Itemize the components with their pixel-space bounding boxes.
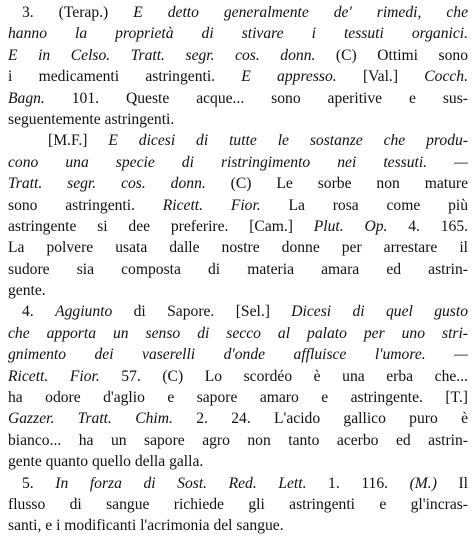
text-line xyxy=(8,451,468,472)
italic-run: E detto generalmente de' rimedi, che xyxy=(133,4,468,21)
text-line xyxy=(8,45,468,66)
text-line xyxy=(8,408,468,429)
text-line xyxy=(8,515,468,536)
italic-run: In forza di Sost. Red. Lett. xyxy=(55,474,307,492)
roman-run: 5. xyxy=(22,474,56,492)
text-line xyxy=(8,280,468,301)
italic-run: Ricett. Fior. xyxy=(162,196,261,214)
roman-run: i medicamenti astringenti. xyxy=(8,68,242,86)
roman-run: 4. xyxy=(22,303,56,321)
text-line xyxy=(8,130,468,151)
text-line xyxy=(8,23,468,44)
text-line xyxy=(8,430,468,451)
text-line xyxy=(8,366,468,387)
text-line xyxy=(8,494,468,515)
roman-run: flusso di sangue richiede gli astringenti e gl'incras- xyxy=(8,495,468,513)
roman-run: La rosa come più xyxy=(260,196,468,214)
roman-run: 101. Queste acque... sono aperitive e sus- xyxy=(44,89,468,107)
text-line xyxy=(8,301,468,322)
text-line xyxy=(8,216,468,237)
italic-run: Tratt. segr. cos. donn. xyxy=(8,175,206,193)
text-line xyxy=(8,473,468,494)
roman-run: 3. (Terap.) xyxy=(22,4,134,21)
roman-run: santi, e i modificanti l'acrimonia del sangue. xyxy=(8,517,284,535)
roman-run: 4. 165. xyxy=(387,217,469,235)
roman-run: sono astringenti. xyxy=(8,196,163,214)
roman-run: 57. (C) Lo scordéo è una erba che... xyxy=(99,367,468,385)
text-line xyxy=(8,195,468,216)
italic-run: Ricett. Fior. xyxy=(8,367,100,385)
italic-run: che apporta un senso di secco al palato per uno stri- xyxy=(8,324,468,342)
roman-run: bianco... ha un sapore agro non tanto acerbo ed astrin- xyxy=(8,431,468,449)
roman-run: sudore sia composta di materia amara ed astrin- xyxy=(8,260,468,278)
italic-run: E dicesi di tutte le sostanze che produ- xyxy=(108,132,468,150)
italic-run: E in Celso. Tratt. segr. cos. donn. xyxy=(8,46,316,64)
italic-run: Bagn. xyxy=(8,89,45,107)
text-line xyxy=(8,344,468,365)
roman-run: [M.F.] xyxy=(48,132,109,150)
roman-run: 1. 116. xyxy=(306,474,410,492)
roman-run: di Sapore. [Sel.] xyxy=(112,303,292,321)
roman-run: Il xyxy=(436,474,468,492)
text-line xyxy=(8,237,468,258)
text-line xyxy=(8,323,468,344)
text-line xyxy=(8,2,468,23)
roman-run: (C) Ottimi sono xyxy=(315,46,468,64)
entry-sense-3 xyxy=(8,2,468,130)
roman-run: gente quanto quello della galla. xyxy=(8,453,204,471)
italic-run: gnimento dei vaserelli d'onde affluisce l'umore. — xyxy=(8,346,468,364)
text-line xyxy=(8,109,468,130)
text-line xyxy=(8,387,468,408)
roman-run: gente. xyxy=(8,282,46,300)
roman-run: ha odore d'aglio e sapore amaro e astringente. [T.] xyxy=(8,389,468,407)
italic-run: Dicesi di quel gusto xyxy=(291,303,469,321)
entry-sense-5 xyxy=(8,473,468,537)
text-line xyxy=(8,88,468,109)
italic-run: Gazzer. Tratt. Chim. xyxy=(8,410,173,428)
roman-run: [Val.] xyxy=(336,68,425,86)
italic-run: cono una specie di ristringimento nei tessuti. — xyxy=(8,153,468,171)
roman-run: seguentemente astringenti. xyxy=(8,110,175,128)
italic-run: Aggiunto xyxy=(55,303,113,321)
text-line xyxy=(8,259,468,280)
italic-run: E appresso. xyxy=(241,68,337,86)
roman-run: astringente si dee preferire. [Cam.] xyxy=(8,217,314,235)
italic-run: Plut. Op. xyxy=(313,217,388,235)
italic-run: hanno la proprietà di stivare i tessuti organici. xyxy=(8,25,468,43)
dictionary-page xyxy=(8,2,468,537)
italic-run: (M.) xyxy=(409,474,437,492)
text-line xyxy=(8,66,468,87)
roman-run: 2. 24. L'acido gallico puro è xyxy=(172,410,468,428)
text-line xyxy=(8,152,468,173)
italic-run: Cocch. xyxy=(424,68,468,86)
roman-run: (C) Le sorbe non mature xyxy=(205,175,469,193)
entry-sense-4 xyxy=(8,301,468,472)
text-line xyxy=(8,173,468,194)
roman-run: La polvere usata dalle nostre donne per arrestare il xyxy=(8,239,468,257)
entry-sense-3-mf xyxy=(8,130,468,301)
